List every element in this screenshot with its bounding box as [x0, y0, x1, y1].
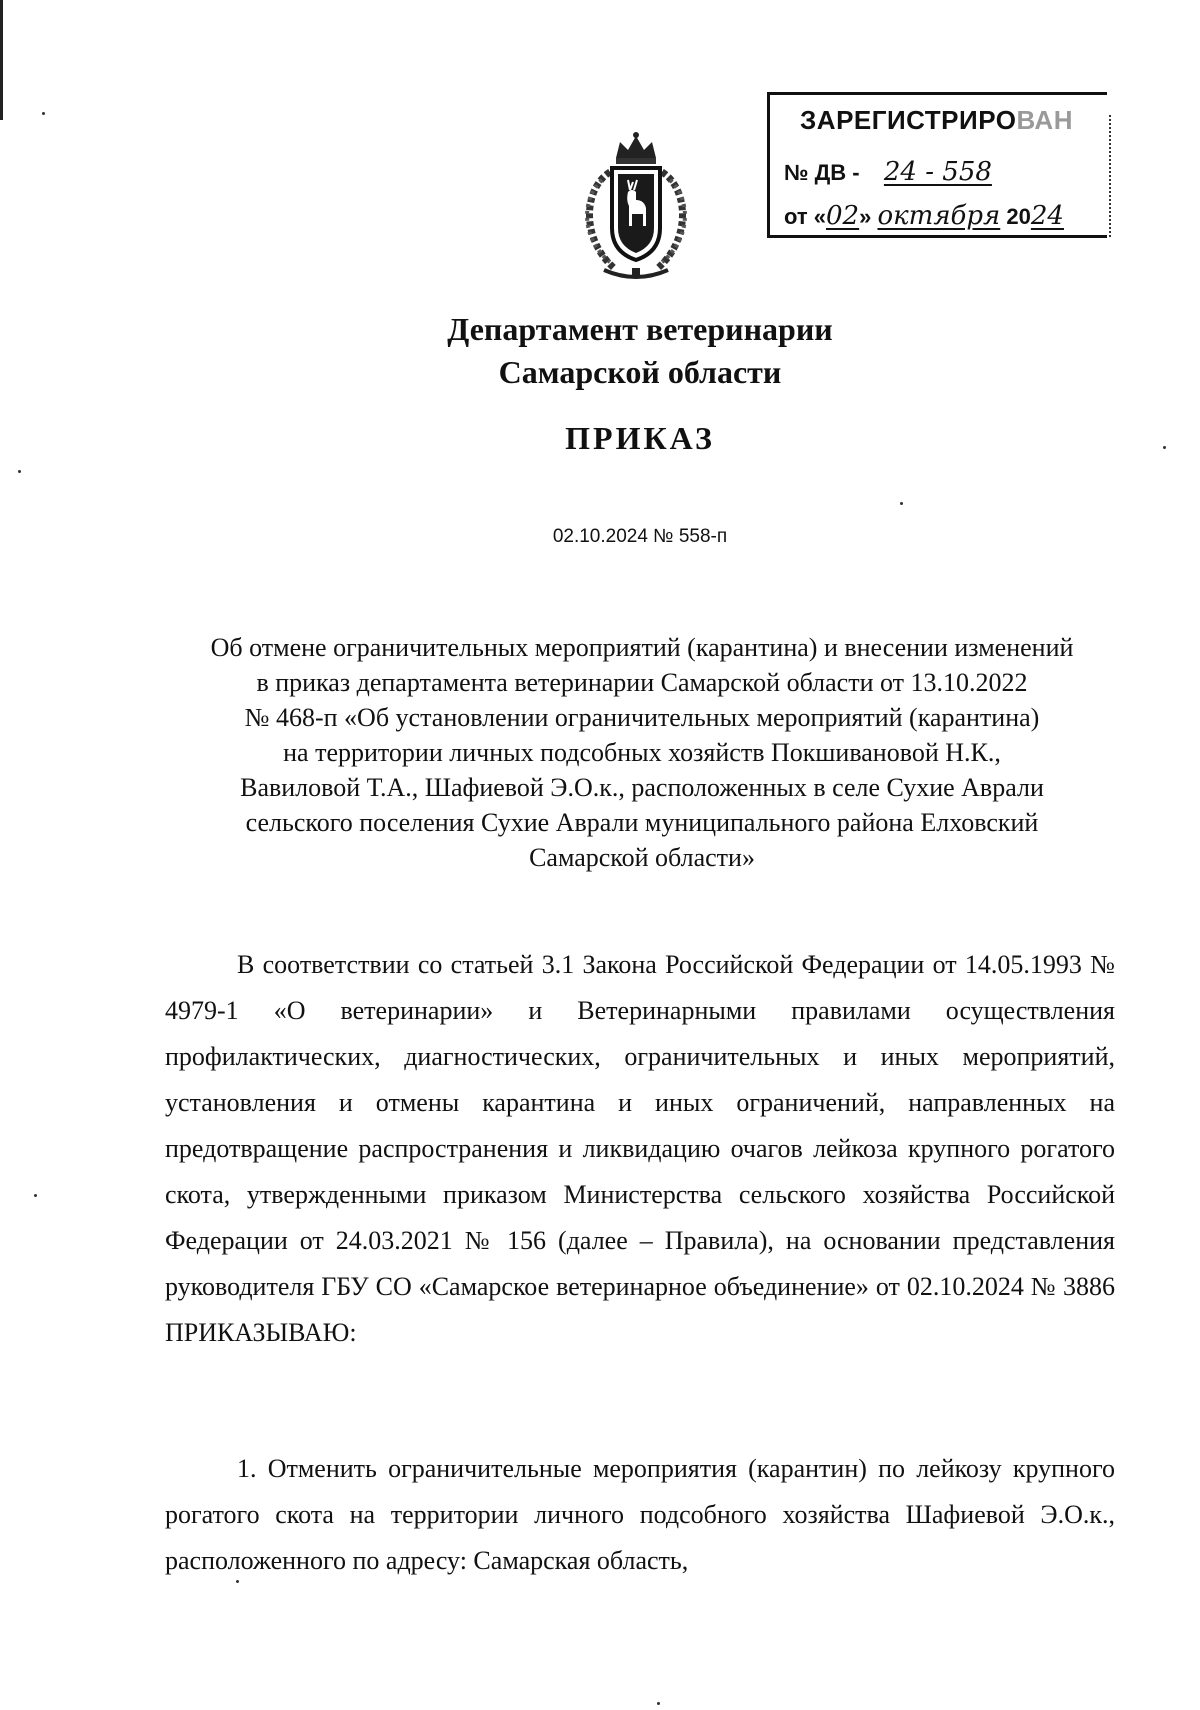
preamble-paragraph: В соответствии со статьей 3.1 Закона Российской Федерации от 14.05.1993 № 4979-1 «О ветеринарии» и Ветеринарными правилами осуществления профилактических, диагностических, ограничительных и иных мероприятий, установления и отмены карантина и иных ограничений, направленных на предотвращение распространения и ликвидацию очагов лейкоза крупного рогатого скота, утвержденными приказом Министерства сельского хозяйства Российской Федерации от 24.03.2021 № 156 (далее – Правила), на основании представления руководителя ГБУ СО «Самарское ветеринарное объединение» от 02.10.2024 № 3886 ПРИКАЗЫВАЮ:	[165, 950, 1115, 1347]
stamp-number-handwritten: 24 - 558	[883, 157, 992, 187]
stamp-date-year-prefix: 20	[1006, 204, 1031, 229]
stamp-date-prefix: от «	[784, 204, 827, 229]
document-date-and-number: 02.10.2024 № 558-п	[552, 526, 728, 547]
scan-speck	[18, 470, 21, 473]
scan-edge-mark	[0, 0, 3, 120]
document-subject	[147, 630, 1137, 875]
subject-line: на территории личных подсобных хозяйств Покшивановой Н.К.,	[283, 738, 1001, 767]
subject-line: № 468-п «Об установлении ограничительных мероприятий (карантина)	[244, 703, 1040, 732]
registration-stamp	[767, 92, 1107, 238]
scan-speck	[42, 112, 45, 115]
stamp-title-text: ЗАРЕГИСТРИРО	[800, 105, 1017, 135]
subject-line: Вавиловой Т.А., Шафиевой Э.О.к., расположенных в селе Сухие Аврали	[240, 773, 1044, 802]
stamp-number-label: № ДВ -	[784, 160, 860, 185]
document-type-title: ПРИКАЗ	[565, 420, 715, 456]
stamp-date-month: октября	[877, 201, 1001, 231]
scan-speck	[657, 1702, 660, 1705]
stamp-date-day: 02	[826, 201, 860, 231]
stamp-title-faded-text: ВАН	[1016, 105, 1073, 135]
subject-line: Самарской области»	[529, 843, 755, 872]
order-item-1-paragraph: 1. Отменить ограничительные мероприятия (карантин) по лейкозу крупного рогатого скота на территории личного подсобного хозяйства Шафиевой Э.О.к., расположенного по адресу: Самарская область,	[165, 1454, 1115, 1575]
scan-speck	[34, 1194, 37, 1197]
samara-coat-of-arms-emblem	[570, 128, 702, 288]
organization-name-line-2: Самарской области	[498, 354, 782, 390]
scan-speck	[900, 502, 903, 505]
organization-name-line-1: Департамент ветеринарии	[447, 311, 833, 347]
stamp-dotted-edge	[1109, 115, 1113, 237]
subject-line: в приказ департамента ветеринарии Самарской области от 13.10.2022	[256, 668, 1028, 697]
subject-line: сельского поселения Сухие Аврали муниципального района Елховский	[245, 808, 1039, 837]
subject-line: Об отмене ограничительных мероприятий (карантина) и внесении изменений	[210, 633, 1074, 662]
stamp-number-line	[784, 157, 992, 187]
scan-speck	[1163, 446, 1166, 449]
stamp-date-line	[784, 201, 1064, 231]
stamp-date-year-suffix: 24	[1030, 201, 1064, 231]
stamp-title	[800, 105, 1073, 136]
stamp-date-mid: »	[859, 204, 872, 229]
organization-name	[150, 308, 1130, 394]
